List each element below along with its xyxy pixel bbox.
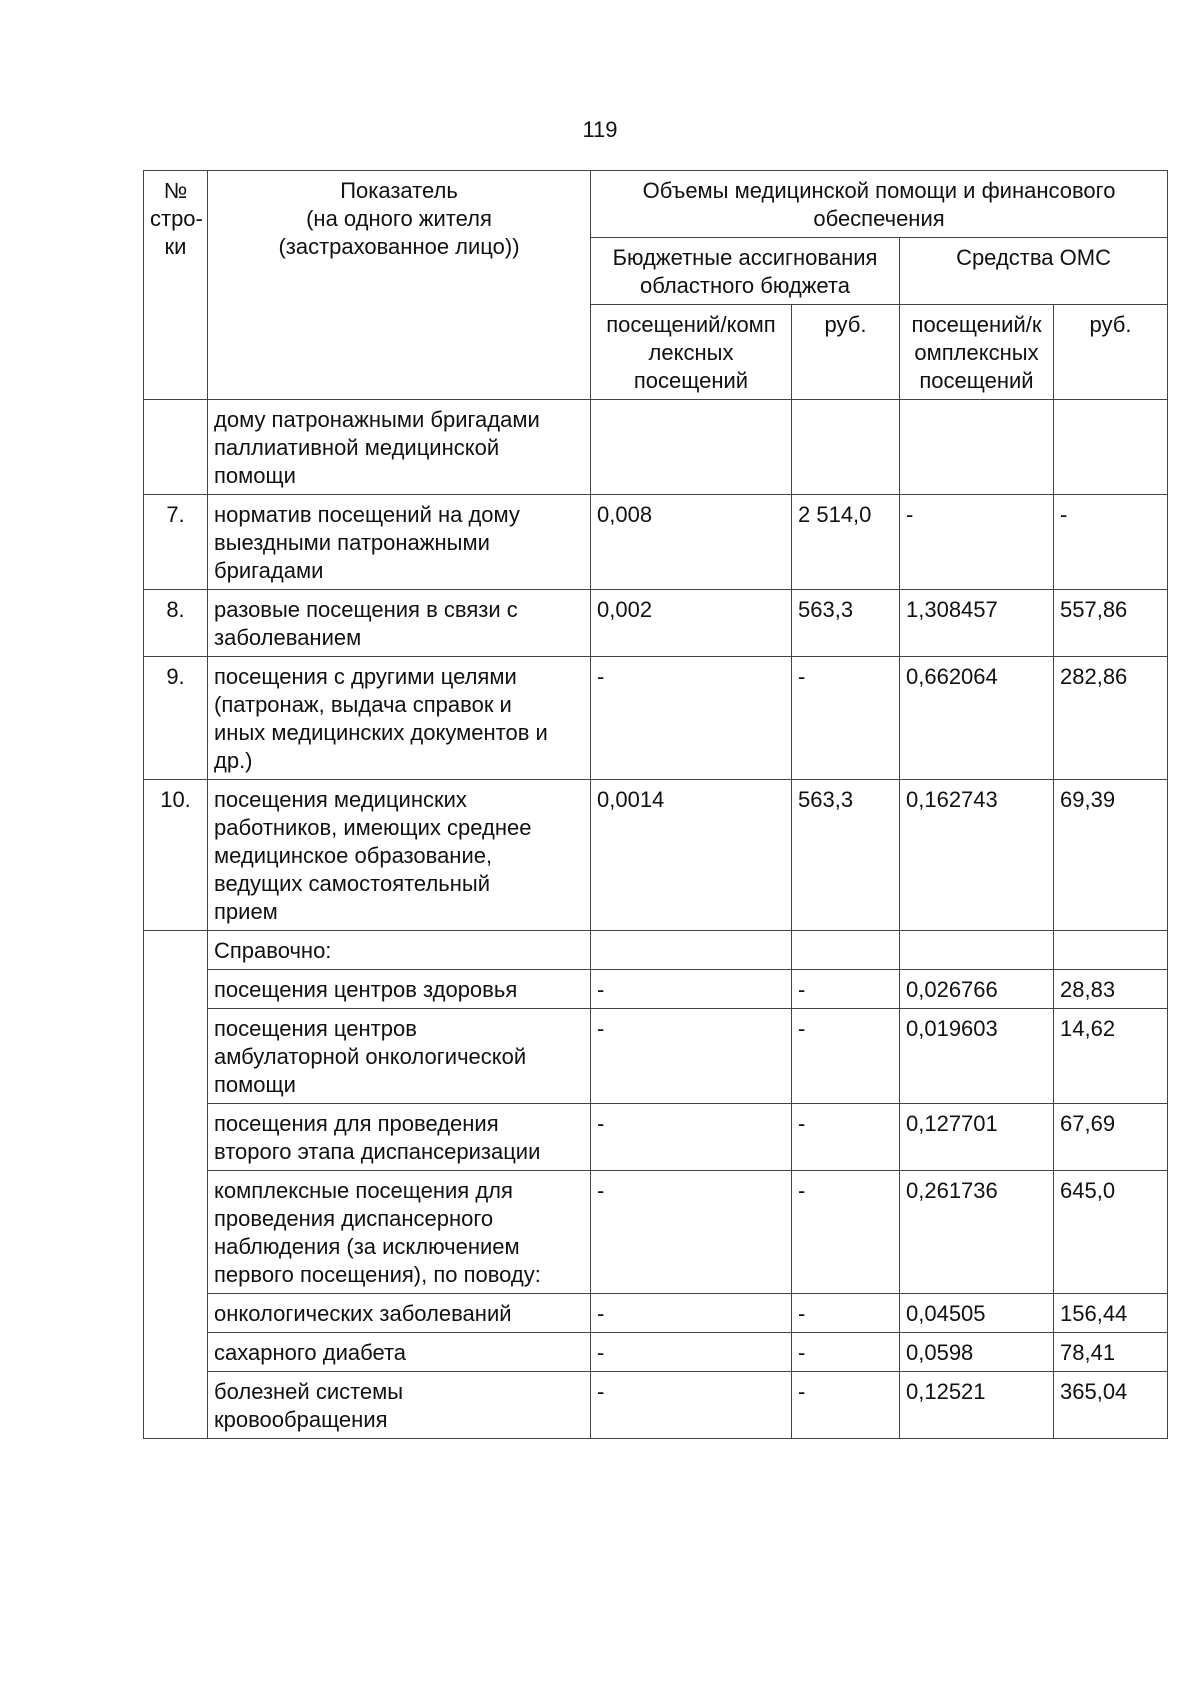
row-indicator-text: посещения медицинских работников, имеющих среднее медицинское образование, ведущих самостоятельный прием [214, 787, 532, 924]
reference-oms-rub-text: 14,62 [1060, 1016, 1116, 1041]
reference-budget-rub [792, 1104, 900, 1171]
reference-budget-rub-text: - [798, 1178, 806, 1203]
reference-budget-rub [792, 1333, 900, 1372]
row-budget-visits [591, 590, 792, 657]
row-oms-rub-text: 557,86 [1060, 597, 1128, 622]
reference-budget-visits [591, 970, 792, 1009]
reference-row [144, 1294, 1168, 1333]
reference-oms-visits-text: 0,0598 [906, 1340, 974, 1365]
reference-oms-visits [900, 970, 1054, 1009]
row-budget-visits-text: - [597, 664, 605, 689]
header-budget-rub: руб. [792, 305, 900, 400]
reference-budget-rub-text: - [798, 1379, 806, 1404]
row-oms-visits-text: 1,308457 [906, 597, 998, 622]
reference-budget-visits [591, 1333, 792, 1372]
reference-oms-visits [900, 931, 1054, 970]
reference-oms-visits-text: 0,019603 [906, 1016, 998, 1041]
row-budget-visits-text: 0,008 [597, 502, 653, 527]
reference-budget-visits-text: - [597, 1016, 605, 1041]
reference-oms-rub [1054, 1372, 1168, 1439]
reference-budget-visits-text: - [597, 1379, 605, 1404]
reference-oms-rub [1054, 1333, 1168, 1372]
reference-oms-visits [900, 1009, 1054, 1104]
page-number: 119 [582, 117, 618, 142]
reference-row [144, 1104, 1168, 1171]
reference-budget-visits-text: - [597, 1111, 605, 1136]
reference-oms-rub [1054, 1171, 1168, 1294]
reference-oms-visits-text: 0,04505 [906, 1301, 986, 1326]
reference-indicator [208, 1009, 591, 1104]
row-number [144, 590, 208, 657]
reference-budget-visits [591, 1372, 792, 1439]
reference-indicator [208, 1372, 591, 1439]
row-budget-rub [792, 495, 900, 590]
row-budget-visits-text: 0,0014 [597, 787, 665, 812]
row-indicator-text: дому патронажными бригадами паллиативной медицинской помощи [214, 407, 540, 488]
reference-budget-rub [792, 1171, 900, 1294]
row-oms-rub-text: - [1060, 502, 1068, 527]
reference-oms-visits-text: 0,261736 [906, 1178, 998, 1203]
row-oms-visits [900, 495, 1054, 590]
row-oms-visits-text: 0,162743 [906, 787, 998, 812]
header-budget-visits: посещений/комп лексных посещений [591, 305, 792, 400]
reference-indicator-text: онкологических заболеваний [214, 1301, 512, 1326]
row-indicator [208, 590, 591, 657]
row-budget-rub [792, 400, 900, 495]
row-indicator [208, 495, 591, 590]
table-row [144, 590, 1168, 657]
reference-indicator-text: посещения центров здоровья [214, 977, 518, 1002]
table-row [144, 780, 1168, 931]
reference-oms-visits-text: 0,127701 [906, 1111, 998, 1136]
reference-oms-rub-text: 67,69 [1060, 1111, 1116, 1136]
reference-row [144, 931, 1168, 970]
reference-budget-rub [792, 1294, 900, 1333]
reference-budget-rub-text: - [798, 1016, 806, 1041]
row-budget-rub-text: 563,3 [798, 597, 854, 622]
reference-budget-visits-text: - [597, 1301, 605, 1326]
row-oms-visits-text: 0,662064 [906, 664, 998, 689]
reference-indicator [208, 1171, 591, 1294]
reference-row [144, 970, 1168, 1009]
reference-row [144, 1009, 1168, 1104]
reference-oms-rub [1054, 1294, 1168, 1333]
row-budget-rub [792, 780, 900, 931]
reference-row [144, 1171, 1168, 1294]
header-oms-visits: посещений/к омплексных посещений [900, 305, 1054, 400]
row-indicator [208, 657, 591, 780]
reference-oms-visits [900, 1294, 1054, 1333]
reference-oms-rub-text: 28,83 [1060, 977, 1116, 1002]
row-indicator [208, 780, 591, 931]
reference-oms-rub-text: 78,41 [1060, 1340, 1116, 1365]
reference-row [144, 1372, 1168, 1439]
row-budget-visits [591, 400, 792, 495]
reference-budget-rub [792, 931, 900, 970]
row-budget-rub-text: - [798, 664, 806, 689]
reference-oms-visits [900, 1372, 1054, 1439]
reference-oms-visits [900, 1171, 1054, 1294]
row-budget-rub-text: 2 514,0 [798, 502, 872, 527]
reference-indicator [208, 931, 591, 970]
row-budget-visits [591, 657, 792, 780]
reference-indicator [208, 1294, 591, 1333]
row-indicator-text: норматив посещений на дому выездными патронажными бригадами [214, 502, 520, 583]
reference-row-number [144, 931, 208, 1439]
reference-indicator [208, 1333, 591, 1372]
reference-budget-visits-text: - [597, 1340, 605, 1365]
header-budget: Бюджетные ассигнования областного бюджета [591, 238, 900, 305]
reference-budget-visits [591, 1104, 792, 1171]
table-row [144, 657, 1168, 780]
row-oms-visits-text: - [906, 502, 914, 527]
reference-indicator-text: сахарного диабета [214, 1340, 407, 1365]
reference-oms-visits-text: 0,12521 [906, 1379, 986, 1404]
row-budget-visits [591, 780, 792, 931]
header-volumes: Объемы медицинской помощи и финансового обеспечения [591, 171, 1168, 238]
reference-oms-rub [1054, 1104, 1168, 1171]
header-indicator: Показатель (на одного жителя (застрахованное лицо)) [208, 171, 591, 400]
header-row-number: № стро- ки [144, 171, 208, 400]
reference-oms-rub-text: 156,44 [1060, 1301, 1128, 1326]
row-oms-rub [1054, 590, 1168, 657]
reference-indicator [208, 1104, 591, 1171]
reference-oms-rub [1054, 931, 1168, 970]
row-oms-visits [900, 657, 1054, 780]
volumes-table [143, 170, 1168, 1439]
row-oms-rub [1054, 400, 1168, 495]
row-number [144, 657, 208, 780]
row-oms-visits [900, 780, 1054, 931]
reference-budget-visits [591, 931, 792, 970]
row-number-text: 10. [160, 787, 191, 812]
reference-indicator-text: посещения центров амбулаторной онкологической помощи [214, 1016, 527, 1097]
reference-budget-rub-text: - [798, 1111, 806, 1136]
row-number [144, 780, 208, 931]
reference-budget-rub [792, 970, 900, 1009]
header-row-1 [144, 171, 1168, 238]
reference-oms-rub [1054, 1009, 1168, 1104]
row-indicator-text: посещения с другими целями (патронаж, выдача справок и иных медицинских документов и др.) [214, 664, 548, 773]
reference-budget-visits [591, 1171, 792, 1294]
row-oms-visits [900, 400, 1054, 495]
reference-oms-visits-text: 0,026766 [906, 977, 998, 1002]
row-number-text: 7. [166, 502, 185, 527]
reference-oms-visits [900, 1333, 1054, 1372]
reference-indicator-text: посещения для проведения второго этапа диспансеризации [214, 1111, 541, 1164]
reference-budget-visits [591, 1009, 792, 1104]
row-number-text: 8. [166, 597, 185, 622]
row-oms-rub [1054, 780, 1168, 931]
reference-budget-visits-text: - [597, 1178, 605, 1203]
row-indicator [208, 400, 591, 495]
row-oms-rub [1054, 495, 1168, 590]
row-oms-rub [1054, 657, 1168, 780]
row-indicator-text: разовые посещения в связи с заболеванием [214, 597, 518, 650]
row-number [144, 495, 208, 590]
reference-oms-rub-text: 645,0 [1060, 1178, 1116, 1203]
reference-budget-rub-text: - [798, 977, 806, 1002]
row-oms-visits [900, 590, 1054, 657]
row-budget-rub [792, 657, 900, 780]
reference-budget-visits-text: - [597, 977, 605, 1002]
reference-budget-rub-text: - [798, 1340, 806, 1365]
reference-oms-rub [1054, 970, 1168, 1009]
reference-budget-rub [792, 1009, 900, 1104]
table-row [144, 495, 1168, 590]
reference-budget-rub [792, 1372, 900, 1439]
table-row [144, 400, 1168, 495]
row-number [144, 400, 208, 495]
reference-budget-visits [591, 1294, 792, 1333]
reference-indicator-text: болезней системы кровообращения [214, 1379, 404, 1432]
header-oms-rub: руб. [1054, 305, 1168, 400]
row-oms-rub-text: 69,39 [1060, 787, 1116, 812]
reference-oms-rub-text: 365,04 [1060, 1379, 1128, 1404]
reference-oms-visits [900, 1104, 1054, 1171]
reference-budget-rub-text: - [798, 1301, 806, 1326]
row-budget-visits-text: 0,002 [597, 597, 653, 622]
row-budget-rub [792, 590, 900, 657]
reference-indicator-text: комплексные посещения для проведения диспансерного наблюдения (за исключением первого посещения), по поводу: [214, 1178, 541, 1287]
row-oms-rub-text: 282,86 [1060, 664, 1128, 689]
row-budget-rub-text: 563,3 [798, 787, 854, 812]
reference-row [144, 1333, 1168, 1372]
header-oms: Средства ОМС [900, 238, 1168, 305]
row-budget-visits [591, 495, 792, 590]
reference-indicator-text: Справочно: [214, 938, 332, 963]
reference-indicator [208, 970, 591, 1009]
row-number-text: 9. [166, 664, 185, 689]
